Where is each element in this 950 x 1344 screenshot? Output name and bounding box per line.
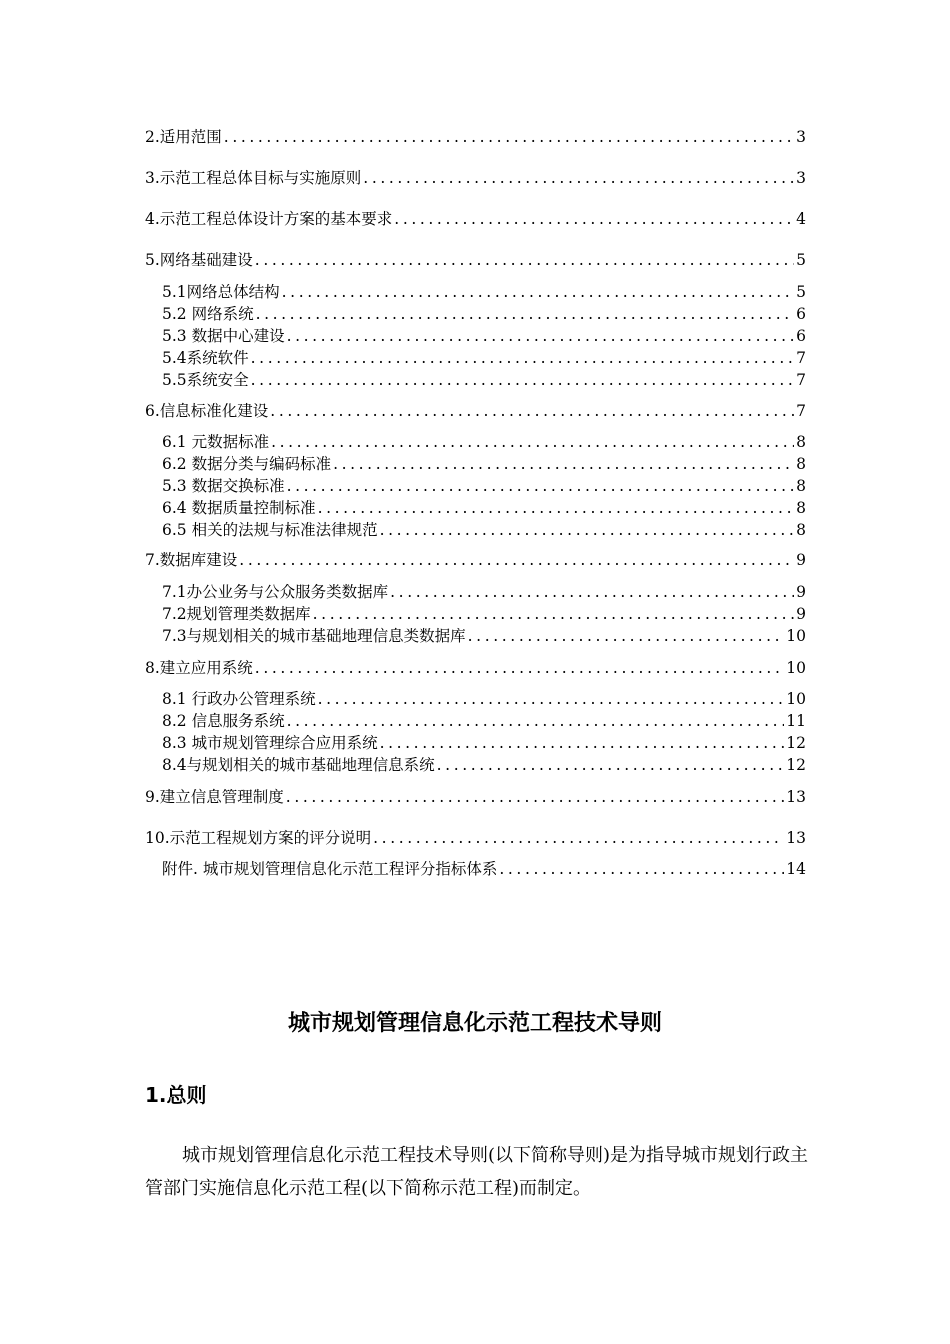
- toc-entry-page: 14: [786, 860, 806, 878]
- toc-entry[interactable]: [162, 580, 806, 602]
- toc-leader-dots: [282, 282, 794, 302]
- toc-leader-dots: [270, 401, 794, 421]
- toc-leader-dots: [251, 370, 794, 390]
- toc-entry[interactable]: [162, 857, 806, 879]
- toc-entry-title: 8.1 行政办公管理系统: [162, 690, 316, 708]
- toc-entry-page: 3: [796, 128, 806, 146]
- toc-entry[interactable]: [162, 518, 806, 540]
- toc-leader-dots: [256, 304, 795, 324]
- toc-entry-title: 6.5 相关的法规与标准法律规范: [162, 521, 378, 539]
- toc-entry-title: 3.示范工程总体目标与实施原则: [145, 169, 362, 187]
- toc-entry-page: 7: [796, 402, 806, 420]
- toc-entry-title: 5.4系统软件: [162, 349, 249, 367]
- toc-entry-page: 8: [796, 521, 806, 539]
- toc-entry-title: 7.3与规划相关的城市基础地理信息类数据库: [162, 627, 466, 645]
- toc-entry[interactable]: [145, 125, 806, 147]
- toc-entry[interactable]: [162, 602, 806, 624]
- toc-entry-page: 7: [796, 349, 806, 367]
- toc-entry-title: 6.信息标准化建设: [145, 402, 269, 420]
- toc-entry-title: 5.5系统安全: [162, 371, 249, 389]
- toc-entry-title: 6.2 数据分类与编码标准: [162, 455, 332, 473]
- toc-entry-page: 9: [796, 605, 806, 623]
- toc-entry[interactable]: [145, 248, 806, 270]
- toc-entry[interactable]: [145, 166, 806, 188]
- toc-entry-page: 5: [796, 251, 806, 269]
- toc-leader-dots: [437, 755, 785, 775]
- toc-entry-page: 9: [796, 583, 806, 601]
- toc-entry[interactable]: [162, 474, 806, 496]
- toc-entry-page: 8: [796, 455, 806, 473]
- toc-entry-title: 5.3 数据交换标准: [162, 477, 285, 495]
- toc-entry-page: 3: [796, 169, 806, 187]
- toc-entry-title: 8.建立应用系统: [145, 659, 253, 677]
- toc-entry-page: 8: [796, 477, 806, 495]
- toc-entry[interactable]: [162, 624, 806, 646]
- toc-entry-title: 10.示范工程规划方案的评分说明: [145, 829, 372, 847]
- toc-entry[interactable]: [162, 346, 806, 368]
- toc-leader-dots: [333, 454, 794, 474]
- toc-leader-dots: [318, 689, 785, 709]
- toc-entry[interactable]: [162, 452, 806, 474]
- toc-entry-page: 12: [786, 756, 806, 774]
- toc-entry-title: 2.适用范围: [145, 128, 222, 146]
- toc-entry-title: 7.2规划管理类数据库: [162, 605, 311, 623]
- toc-entry-title: 6.4 数据质量控制标准: [162, 499, 316, 517]
- toc-entry[interactable]: [162, 368, 806, 390]
- toc-leader-dots: [224, 127, 794, 147]
- toc-entry-title: 8.2 信息服务系统: [162, 712, 285, 730]
- toc-entry-title: 5.2 网络系统: [162, 305, 254, 323]
- toc-leader-dots: [380, 733, 785, 753]
- section-heading: 1.总则: [145, 1083, 207, 1107]
- toc-entry-page: 11: [786, 712, 806, 730]
- toc-entry-page: 5: [796, 283, 806, 301]
- toc-leader-dots: [468, 626, 785, 646]
- toc-entry-page: 7: [796, 371, 806, 389]
- toc-leader-dots: [287, 326, 795, 346]
- toc-entry[interactable]: [162, 753, 806, 775]
- toc-entry-title: 6.1 元数据标准: [162, 433, 270, 451]
- toc-entry-title: 7.数据库建设: [145, 551, 238, 569]
- toc-leader-dots: [255, 658, 784, 678]
- toc-entry-page: 6: [796, 305, 806, 323]
- toc-entry-title: 附件. 城市规划管理信息化示范工程评分指标体系: [162, 860, 498, 878]
- toc-entry[interactable]: [145, 656, 806, 678]
- toc-entry-page: 12: [786, 734, 806, 752]
- toc-leader-dots: [271, 432, 794, 452]
- toc-entry[interactable]: [162, 496, 806, 518]
- toc-entry-title: 8.3 城市规划管理综合应用系统: [162, 734, 378, 752]
- document-title: 城市规划管理信息化示范工程技术导则: [287, 1011, 662, 1036]
- toc-entry-page: 13: [786, 788, 806, 806]
- toc-entry[interactable]: [162, 687, 806, 709]
- toc-entry-title: 7.1办公业务与公众服务类数据库: [162, 583, 389, 601]
- toc-leader-dots: [255, 250, 794, 270]
- toc-leader-dots: [287, 476, 795, 496]
- toc-leader-dots: [373, 828, 784, 848]
- toc-entry-title: 9.建立信息管理制度: [145, 788, 284, 806]
- toc-leader-dots: [287, 711, 785, 731]
- toc-leader-dots: [313, 604, 794, 624]
- toc-entry[interactable]: [145, 399, 806, 421]
- toc-entry-page: 8: [796, 499, 806, 517]
- toc-leader-dots: [251, 348, 794, 368]
- toc-entry-page: 8: [796, 433, 806, 451]
- toc-entry-page: 10: [786, 690, 806, 708]
- toc-entry[interactable]: [162, 302, 806, 324]
- toc-entry-title: 5.3 数据中心建设: [162, 327, 285, 345]
- toc-entry[interactable]: [162, 280, 806, 302]
- toc-leader-dots: [363, 168, 794, 188]
- toc-entry-page: 13: [786, 829, 806, 847]
- toc-entry-page: 10: [786, 627, 806, 645]
- body-paragraph: 城市规划管理信息化示范工程技术导则(以下简称导则)是为指导城市规划行政主管部门实施信息化示范工程(以下简称示范工程)而制定。: [145, 1145, 809, 1199]
- toc-entry[interactable]: [162, 324, 806, 346]
- toc-entry-page: 4: [796, 210, 806, 228]
- toc-entry[interactable]: [145, 826, 806, 848]
- toc-entry[interactable]: [162, 731, 806, 753]
- toc-entry-page: 9: [796, 551, 806, 569]
- toc-entry-title: 4.示范工程总体设计方案的基本要求: [145, 210, 393, 228]
- toc-leader-dots: [499, 859, 784, 879]
- toc-entry[interactable]: [162, 430, 806, 452]
- toc-leader-dots: [380, 520, 795, 540]
- toc-entry[interactable]: [145, 207, 806, 229]
- toc-leader-dots: [239, 550, 794, 570]
- toc-entry-title: 5.网络基础建设: [145, 251, 253, 269]
- toc-entry[interactable]: [162, 709, 806, 731]
- toc-entry-page: 10: [786, 659, 806, 677]
- toc-entry[interactable]: [145, 548, 806, 570]
- toc-leader-dots: [318, 498, 795, 518]
- toc-entry-title: 5.1网络总体结构: [162, 283, 280, 301]
- toc-entry-title: 8.4与规划相关的城市基础地理信息系统: [162, 756, 435, 774]
- toc-leader-dots: [390, 582, 794, 602]
- toc-leader-dots: [286, 787, 784, 807]
- toc-entry-page: 6: [796, 327, 806, 345]
- toc-entry[interactable]: [145, 785, 806, 807]
- toc-leader-dots: [394, 209, 794, 229]
